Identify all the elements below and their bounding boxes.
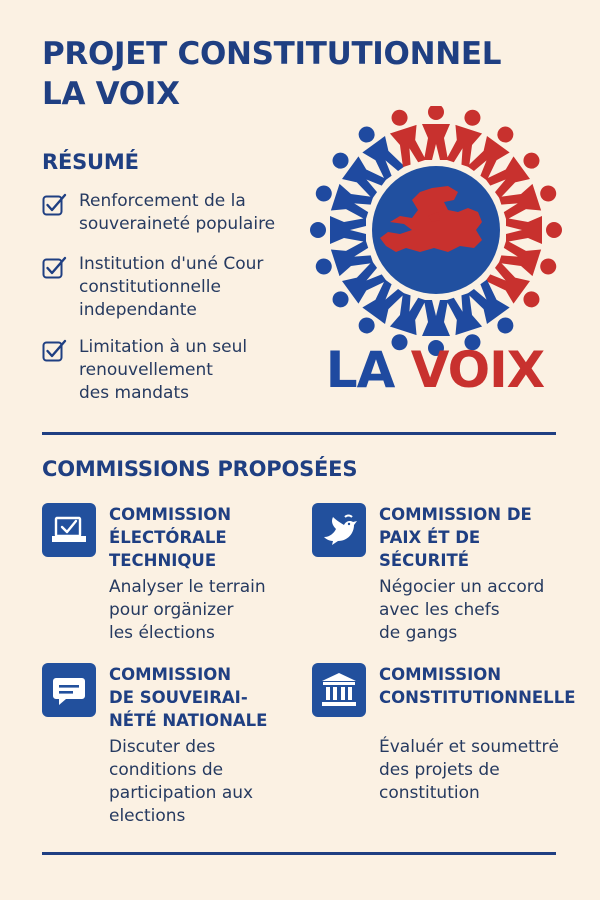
commission-description: Évaluér et soumettrė des projets de constitution [379,737,559,803]
ballot-box-icon [42,503,96,557]
resume-item-text: Renforcement de la souveraineté populaire [79,191,276,234]
speech-bubble-icon [42,663,96,717]
person-figure-icon [506,216,562,244]
commission-title: COMMISSION DE PAIX ÉT DE SÉCURITÉ [379,505,532,570]
checkbox-check-icon [42,255,68,279]
resume-item-text: Limitation à un seul renouvellement des mandats [79,337,248,403]
section-divider [42,852,556,855]
commission-description: Discuter des conditions de participation aux elections [109,737,254,826]
logo-word-la: LA [325,341,395,399]
dove-icon [312,503,366,557]
commission-description: Analyser le terrain pour orgänizer les élections [109,577,266,643]
person-figure-icon [422,106,450,160]
courthouse-icon [312,663,366,717]
person-figure-icon [310,216,366,244]
title-line-2: LA VOIX [42,76,180,112]
checkbox-check-icon [42,192,68,216]
commissions-heading: COMMISSIONS PROPOSÉES [42,457,358,481]
page-title [42,34,562,114]
checkbox-check-icon [42,338,68,362]
logo-wordmark [320,340,550,400]
commission-title: COMMISSION CONSTITUTIONNELLE [379,665,576,707]
commission-title: COMMISSION ÉLECTÓRALE TECHNIQUE [109,505,232,570]
resume-item-text: Institution d'uné Cour constitutionnelle independante [79,254,264,320]
title-line-1: PROJET CONSTITUTIONNEL [42,36,502,72]
resume-heading: RÉSUMÉ [42,150,139,174]
la-voix-logo-icon [308,106,564,362]
logo-word-voix: VOIX [410,341,545,399]
section-divider [42,432,556,435]
commission-title: COMMISSION DE SOUVEIRAI- NÉTÉ NATIONALE [109,665,268,730]
commission-description: Négocier un accord avec les chefs de gangs [379,577,545,643]
